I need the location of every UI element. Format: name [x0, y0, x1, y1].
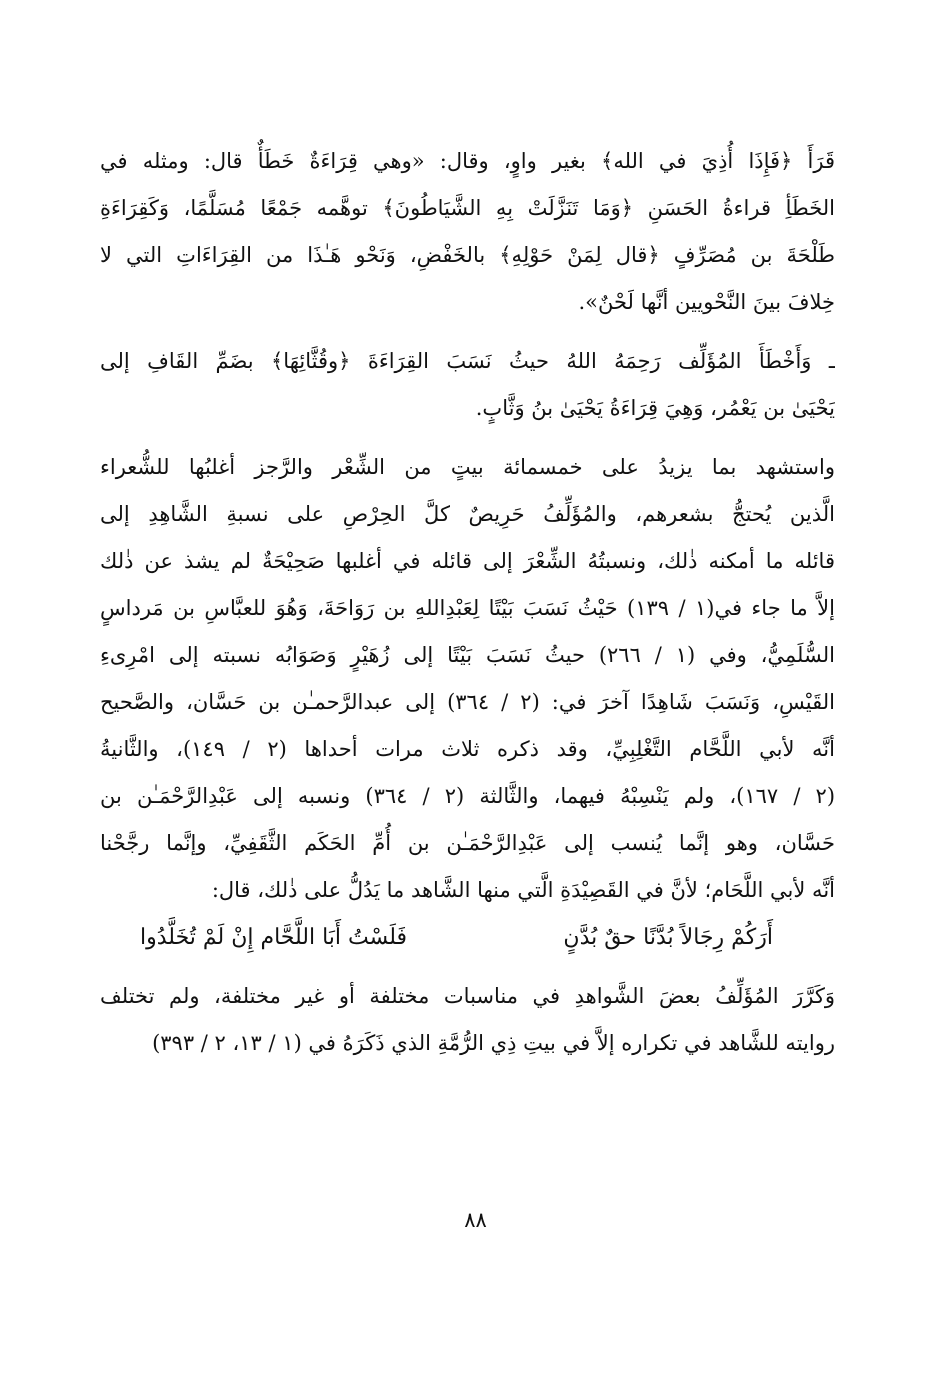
text-line: حَسَّان، وهو إنَّما يُنسب إلى عَبْدِالرَّحْمَـٰن بن أُمِّ الحَكَم الثَّقَفِيِّ، وإنَّما رجَّحْنا: [100, 831, 835, 855]
text-line: يَحْيَىٰ بن يَعْمُر، وَهِيَ قِرَاءَةُ يَحْيَىٰ بنُ وَثَّابٍ.: [475, 396, 835, 420]
book-page: [100, 138, 835, 1258]
text-line: قَرَأَ ﴿فَإِذَا أُذِيَ في الله﴾ بغير واوٍ، وقال: «وهي قِرَاءَةٌ خَطَأٌ قال: ومثله في: [100, 149, 835, 173]
text-line: القَيْسِ، وَنَسَبَ شَاهِدًا آخرَ في: (٢ / ٣٦٤) إلى عبدالرَّحمـٰن بن حَسَّان، والصَّحيح: [100, 690, 835, 714]
text-line: وَكَرَّرَ المُؤَلِّفُ بعضَ الشَّواهدِ في مناسبات مختلفة أو غير مختلفة، ولم تختلف: [100, 984, 835, 1008]
text-line: طَلْحَةَ بن مُصَرِّفٍ ﴿قال لِمَنْ حَوْلِهِ﴾ بالخَفْضِ، وَنَحْو هَـٰذَا من القِرَاءَاتِ التي لا: [100, 243, 835, 267]
paragraph-4: [100, 973, 835, 1067]
paragraph-1: [100, 138, 835, 326]
text-line: أنَّه لأبي اللَّحَّام التَّغْلِبِيِّ، وقد ذكره ثلاث مرات أحداها (٢ / ١٤٩)، والثَّانيةُ: [100, 737, 835, 761]
text-line: خِلافَ بينَ النَّحْويين أنَّها لَحْنٌ».: [578, 290, 835, 314]
page-number: ٨٨: [464, 1208, 487, 1232]
text-line: السُّلَمِيُّ، وفي (١ / ٢٦٦) حيثُ نَسَبَ بَيْتًا إلى زُهَيْرٍ وَصَوَابُه نسبته إلى امْرِىءِ: [100, 643, 835, 667]
paragraph-gap: [100, 961, 835, 973]
verse-second-hemistich: فَلَسْتُ أَبَا اللَّحَّام إِنْ لَمْ تُخَلَّدُوا: [140, 925, 408, 950]
paragraph-3: [100, 444, 835, 914]
poetry-verse: [100, 914, 835, 961]
text-line: واستشهد بما يزيدُ على خمسمائة بيتٍ من الشِّعْر والرَّجز أغلبُها للشُّعراء: [100, 455, 835, 479]
text-line: الخَطَأِ قراءةُ الحَسَنِ ﴿وَمَا تَنَزَّلَتْ بِهِ الشَّيَاطُونَ﴾ توهَّمه جَمْعًا مُسَلَّمًا، وَكَقِرَاءَةِ: [100, 196, 835, 220]
paragraph-2: [100, 338, 835, 432]
text-line: ـ وَأَخْطَأَ المُؤَلِّف رَحِمَهُ اللهُ حيثُ نَسَبَ القِرَاءَةَ ﴿وقُثَّائِهَا﴾ بضَمِّ القَافِ إلى: [100, 349, 835, 373]
text-line: الَّذين يُحتجُّ بشعرهم، والمُؤَلِّفُ حَرِيصٌ كلَّ الحِرْصِ على نسبةِ الشَّاهِدِ إلى: [100, 502, 835, 526]
text-line: أنَّه لأبي اللَّحَام؛ لأنَّ في القَصِيْدَةِ الَّتي منها الشَّاهد ما يَدُلُّ على ذٰلك، قال:: [211, 878, 835, 902]
text-line: إلاَّ ما جاء في(١ / ١٣٩) حَيْثُ نَسَبَ بَيْتًا لِعَبْدِاللهِ بن رَوَاحَةَ، وَهُوَ للعبَّاسِ بن مَرداسٍ: [100, 596, 835, 620]
text-line: روايته للشَّاهد في تكراره إلاَّ في بيتِ ذِي الرُّمَّةِ الذي ذَكَرَهُ في (١ / ١٣، ٢ / ٣٩٣): [152, 1031, 835, 1055]
text-line: قائله ما أمكنه ذٰلك، ونسبتُهُ الشِّعْرَ إلى قائله في أغلبها صَحِيْحَةٌ لم يشذ عن ذٰلك: [100, 549, 835, 573]
verse-first-hemistich: أَرَكُمْ رِجَالاً بُدَّنًا حقٌ بُدَّنٍ: [563, 925, 773, 950]
text-line: (٢ / ١٦٧)، ولم يَنْسِبْهُ فيهما، والثَّالثة (٢ / ٣٦٤) ونسبه إلى عَبْدِالرَّحْمَـٰن بن: [100, 784, 835, 808]
paragraph-gap: [100, 326, 835, 338]
paragraph-gap: [100, 432, 835, 444]
